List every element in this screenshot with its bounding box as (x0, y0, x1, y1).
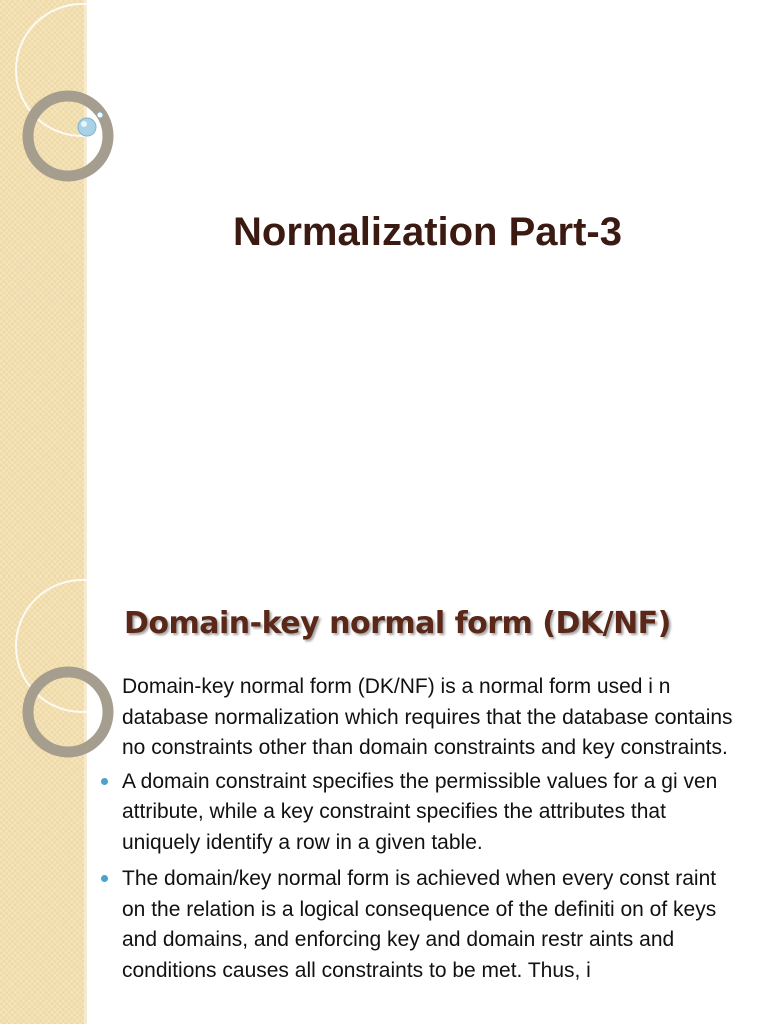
slide-body (122, 672, 742, 992)
decorative-ring-icon (0, 576, 140, 796)
bullet-list (122, 767, 742, 987)
list-item (122, 767, 742, 859)
slide-dknf (0, 576, 768, 1024)
slide-title: Normalization Part-3 (233, 210, 622, 254)
decorative-ring-icon (0, 0, 140, 220)
bullet-dot-icon (101, 778, 108, 785)
list-item (122, 864, 742, 986)
bullet-text: The domain/key normal form is achieved when every const raint on the relation is a logical consequence of the definiti on of keys and domains, and enforcing key and domain restr aints and conditions causes all constraints to be met. Thus, i (122, 867, 717, 982)
intro-paragraph: Domain-key normal form (DK/NF) is a normal form used i n database normalization which requires that the database contains no constraints other than domain constraints and key constraints. (122, 675, 733, 759)
bullet-dot-icon (101, 875, 108, 882)
bullet-text: A domain constraint specifies the permissible values for a gi ven attribute, while a key constraint specifies the attributes that uniquely identify a row in a given table. (122, 769, 718, 854)
section-heading: Domain-key normal form (DK/NF) (124, 606, 671, 641)
